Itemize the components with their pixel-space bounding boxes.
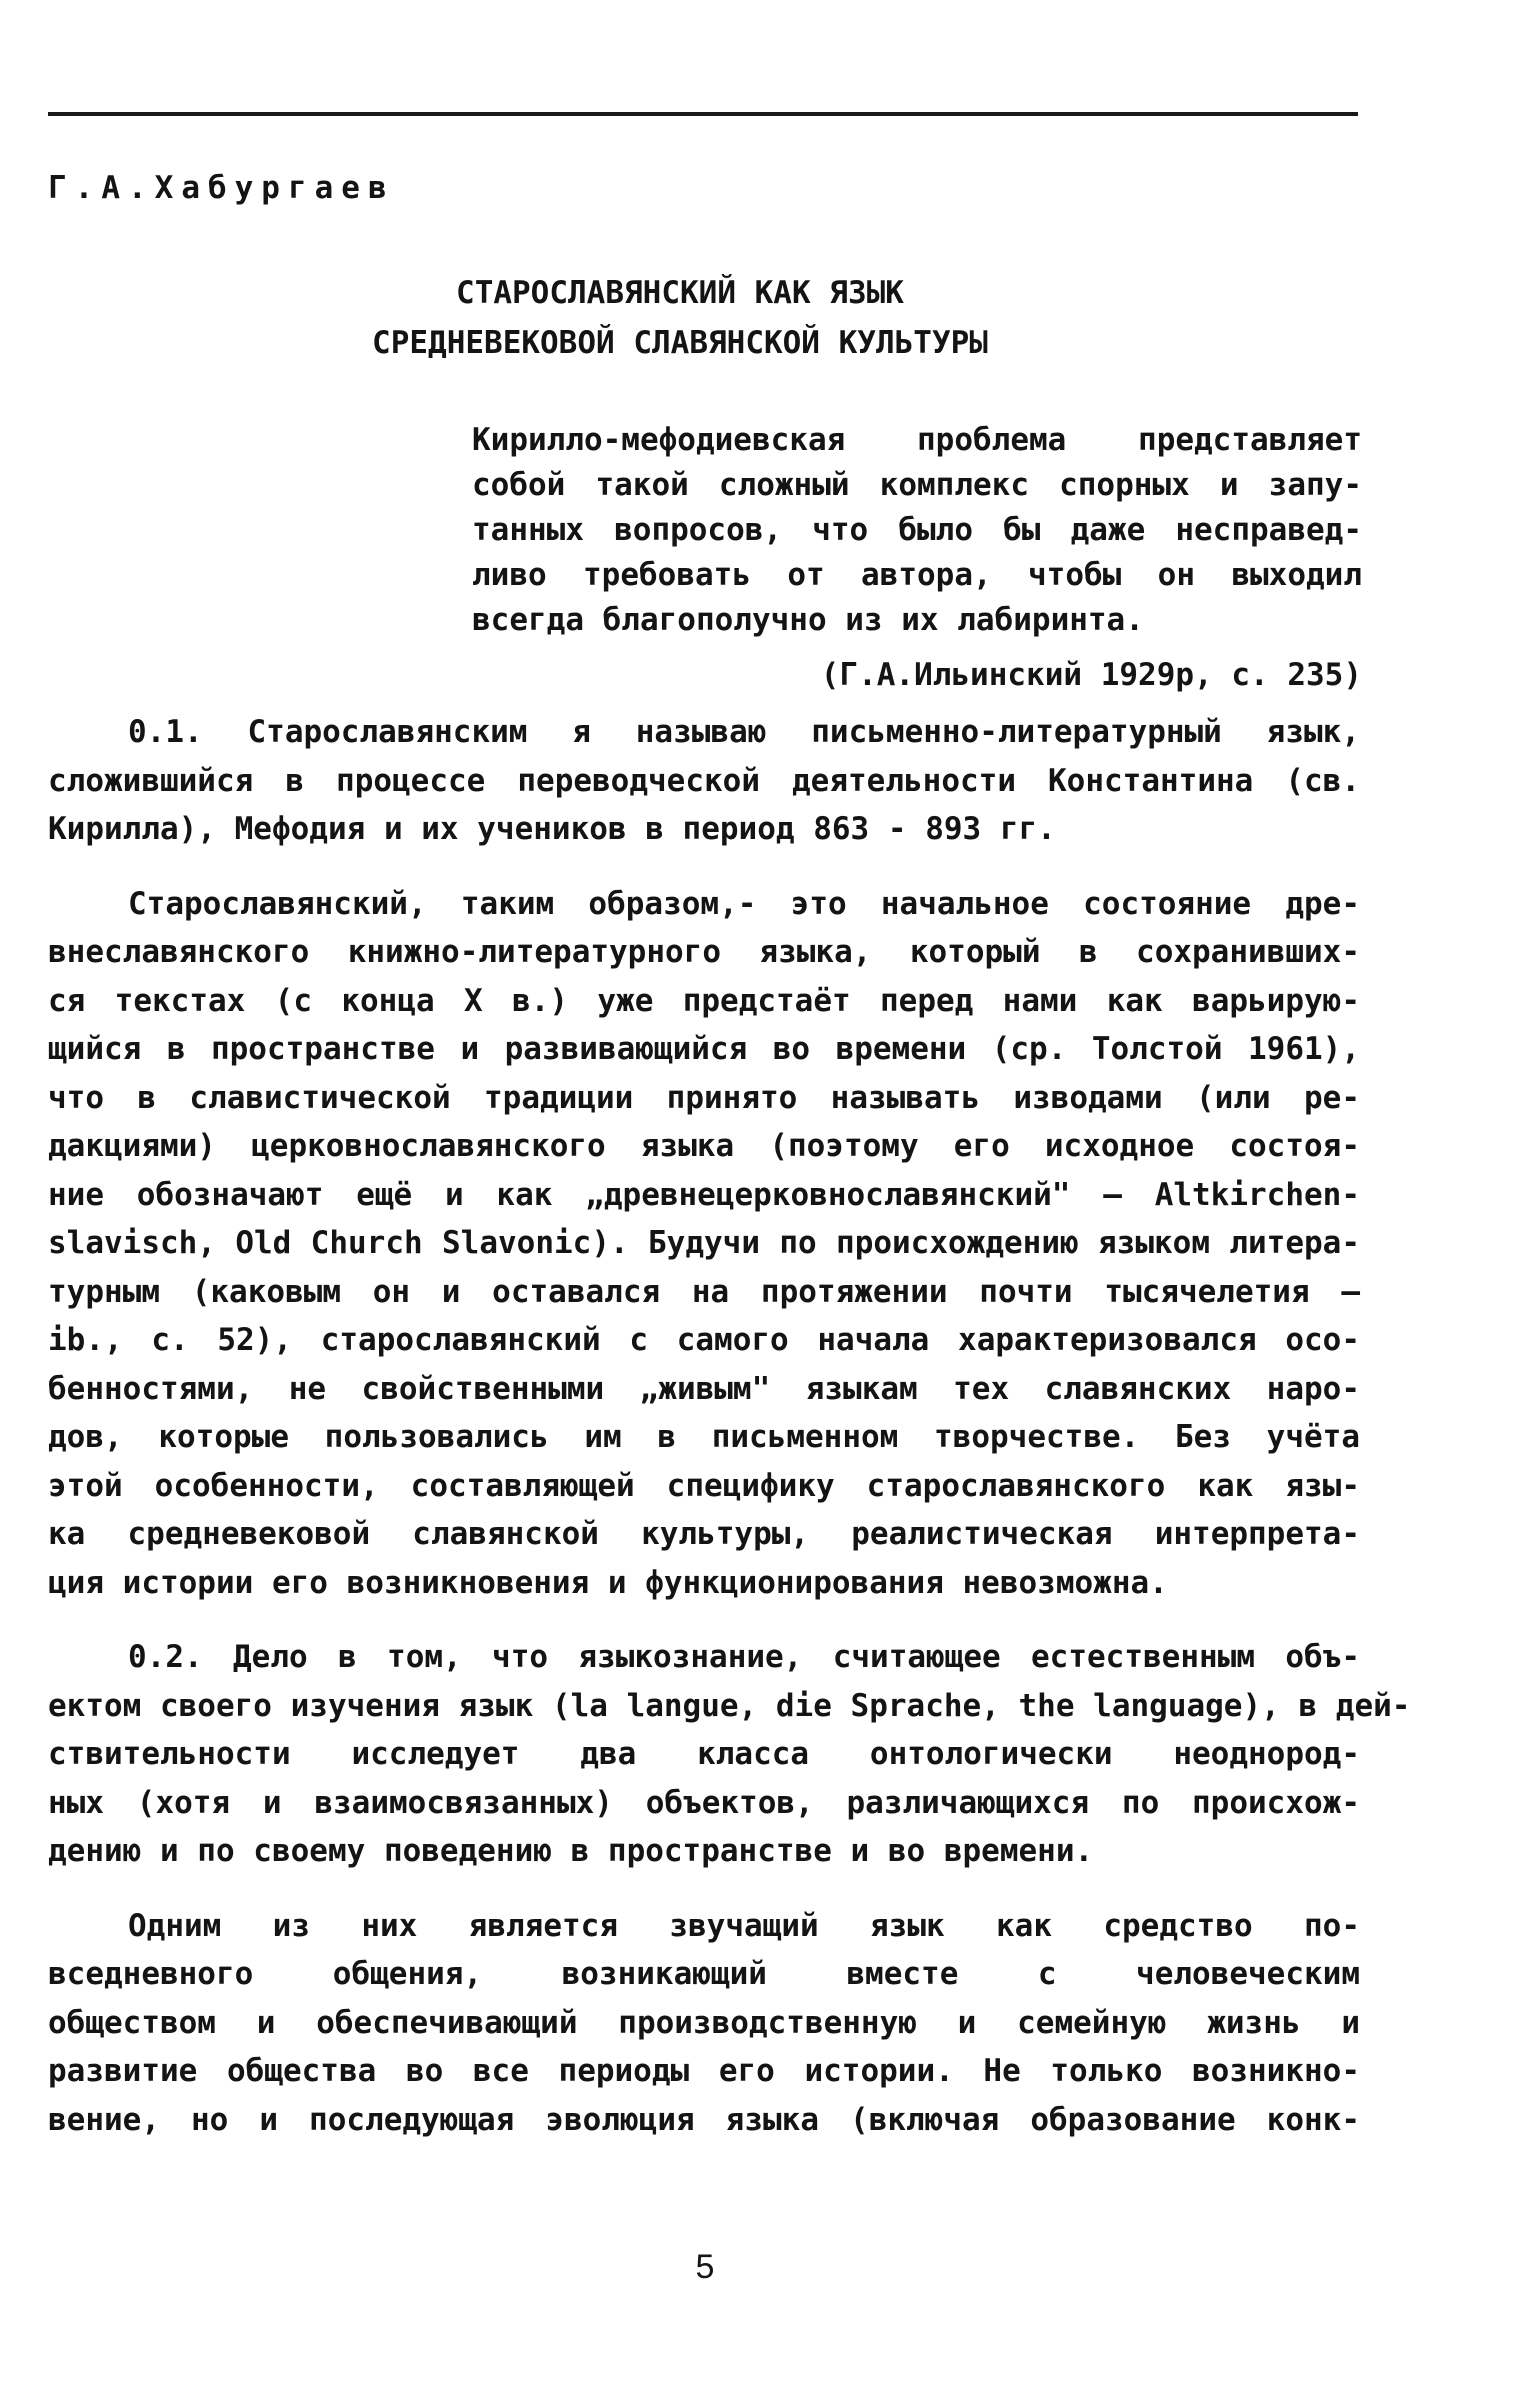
text-line: щийся в пространстве и развивающийся во времени (ср. Толстой 1961), [48,1031,1360,1067]
text-line: дакциями) церковнославянского языка (поэтому его исходное состоя- [48,1128,1360,1164]
text-line: обществом и обеспечивающий производственную и семейную жизнь и [48,2004,1360,2041]
text-line: сложившийся в процессе переводческой деятельности Константина (св. [48,762,1360,799]
text-line: дению и по своему поведению в пространстве и во времени. [48,1833,1094,1869]
text-line: вение, но и последующая эволюция языка (включая образование конк- [48,2101,1360,2138]
text-line: этой особенности, составляющей специфику старославянского как язы- [48,1467,1360,1504]
epigraph-citation: (Г.А.Ильинский 1929р, с. 235) [820,657,1362,693]
text-line: внеславянского книжно-литературного языка, который в сохранивших- [48,934,1360,970]
text-line: ектом своего изучения язык (la langue, die Sprache, the language), в дей- [48,1687,1411,1724]
text-line: ние обозначают ещё и как „древнецерковнославянский" — Altkirchen- [48,1176,1360,1213]
text-line: ка средневековой славянской культуры, реалистическая интерпрета- [48,1516,1360,1552]
text-line: турным (каковым он и оставался на протяжении почти тысячелетия — [48,1273,1360,1310]
text-line: дов, которые пользовались им в письменном творчестве. Без учёта [48,1419,1360,1455]
paragraph-old-slavonic [48,880,1360,1608]
text-line: 0.2. Дело в том, что языкознание, считающее естественным объ- [128,1639,1360,1675]
text-line: Старославянский, таким образом,- это начальное состояние дре- [128,885,1360,922]
epigraph-line: собой такой сложный комплекс спорных и запу- [472,467,1362,503]
text-line: ся текстах (с конца X в.) уже предстаёт перед нами как варьирую- [48,982,1360,1019]
text-line: ствительности исследует два класса онтологически неоднород- [48,1736,1360,1772]
text-line: ных (хотя и взаимосвязанных) объектов, различающихся по происхож- [48,1784,1360,1821]
author-name: Г.А.Хабургаев [48,170,395,206]
text-line: что в славистической традиции принято называть изводами (или ре- [48,1079,1360,1116]
paragraph-0-1 [48,708,1360,854]
paragraph-0-2 [48,1633,1411,1876]
text-line: ib., с. 52), старославянский с самого начала характеризовался осо- [48,1322,1360,1358]
text-line: Кирилла), Мефодия и их учеников в период 863 - 893 гг. [48,811,1056,847]
epigraph-line: всегда благополучно из их лабиринта. [472,602,1144,638]
text-line: 0.1. Старославянским я называю письменно-литературный язык, [128,714,1360,750]
epigraph-line: танных вопросов, что было бы даже несправед- [472,512,1362,548]
epigraph-line: Кирилло-мефодиевская проблема представляет [472,422,1362,458]
text-line: ция истории его возникновения и функционирования невозможна. [48,1564,1168,1601]
paragraph-spoken-language [48,1902,1360,2145]
page-number: 5 [695,2248,715,2286]
body-text [48,708,1411,2170]
text-line: Одним из них является звучащий язык как средство по- [128,1907,1360,1944]
article-title [0,268,1360,368]
text-line: вседневного общения, возникающий вместе с человеческим [48,1956,1360,1992]
text-line: бенностями, не свойственными „живым" языкам тех славянских наро- [48,1370,1360,1407]
text-line: slavisch, Old Church Slavonic). Будучи по происхождению языком литера- [48,1225,1360,1261]
epigraph [472,418,1362,698]
text-line: развитие общества во все периоды его истории. Не только возникно- [48,2053,1360,2089]
title-line-2: СРЕДНЕВЕКОВОЙ СЛАВЯНСКОЙ КУЛЬТУРЫ [372,325,988,361]
top-rule [48,112,1358,116]
title-line-1: СТАРОСЛАВЯНСКИЙ КАК ЯЗЫК [456,275,904,311]
epigraph-line: ливо требовать от автора, чтобы он выходил [472,557,1362,593]
